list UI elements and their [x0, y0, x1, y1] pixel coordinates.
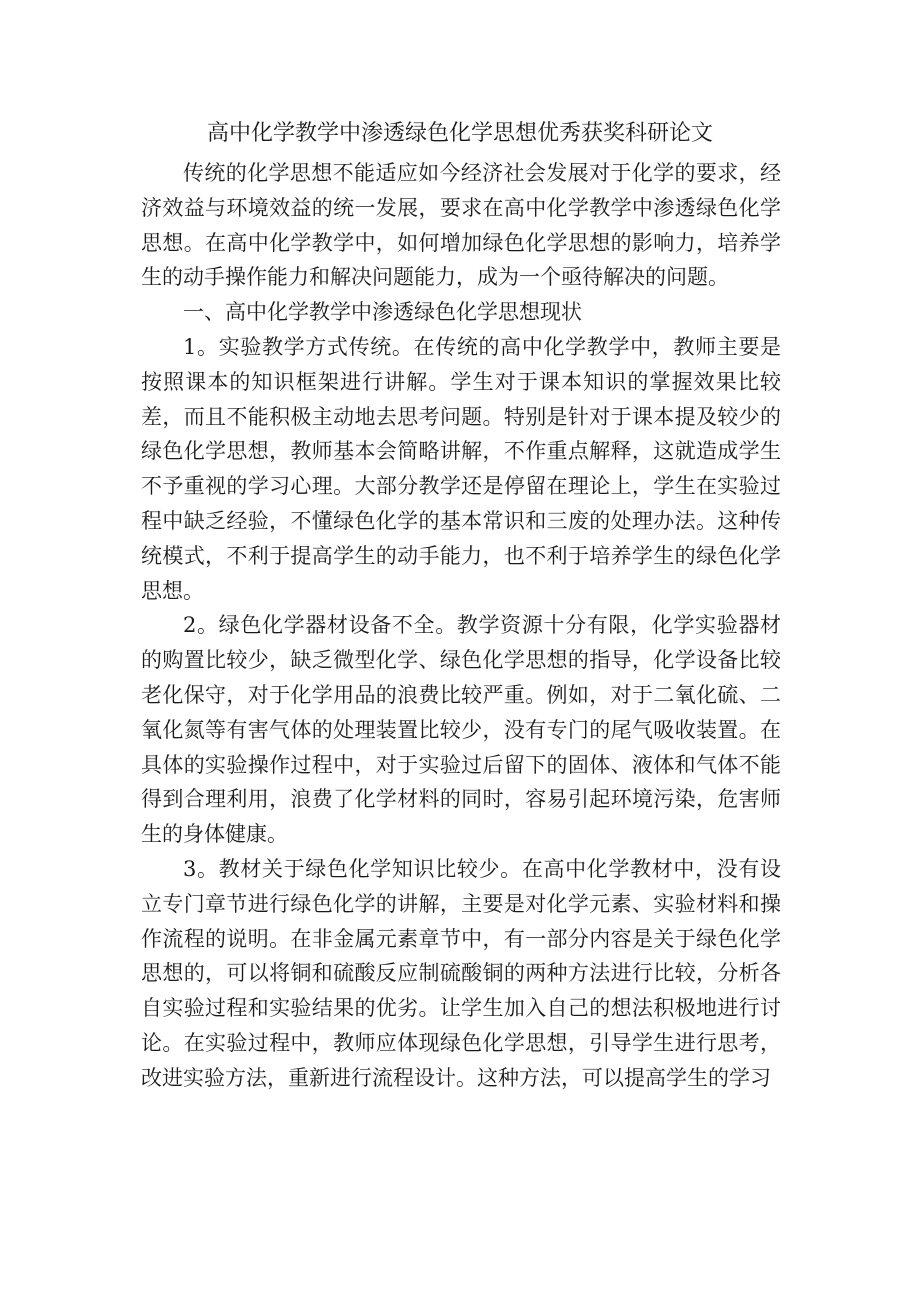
paragraph-intro: 传统的化学思想不能适应如今经济社会发展对于化学的要求，经济效益与环境效益的统一发展，要求在高中化学教学中渗透绿色化学思想。在高中化学教学中，如何增加绿色化学思想的影响力，培养学生的动手操作能力和解决问题能力，成为一个亟待解决的问题。: [141, 161, 781, 290]
paragraph-point-1: 1。实验教学方式传统。在传统的高中化学教学中，教师主要是按照课本的知识框架进行讲解。学生对于课本知识的掌握效果比较差，而且不能积极主动地去思考问题。特别是针对于课本提及较少的绿色化学思想，教师基本会简略讲解，不作重点解释，这就造成学生不予重视的学习心理。大部分教学还是停留在理论上，学生在实验过程中缺乏经验，不懂绿色化学的基本常识和三废的处理办法。这种传统模式，不利于提高学生的动手能力，也不利于培养学生的绿色化学思想。: [141, 334, 781, 603]
paragraph-point-3: 3。教材关于绿色化学知识比较少。在高中化学教材中，没有设立专门章节进行绿色化学的讲解，主要是对化学元素、实验材料和操作流程的说明。在非金属元素章节中，有一部分内容是关于绿色化学思想的，可以将铜和硫酸反应制硫酸铜的两种方法进行比较，分析各自实验过程和实验结果的优劣。让学生加入自己的想法积极地进行讨论。在实验过程中，教师应体现绿色化学思想，引导学生进行思考，改进实验方法，重新进行流程设计。这种方法，可以提高学生的学习: [141, 856, 781, 1090]
section-heading-1: 一、高中化学教学中渗透绿色化学思想现状: [183, 300, 582, 325]
document-body: [141, 156, 781, 1096]
paragraph-point-2: 2。绿色化学器材设备不全。教学资源十分有限，化学实验器材的购置比较少，缺乏微型化学、绿色化学思想的指导，化学设备比较老化保守，对于化学用品的浪费比较严重。例如，对于二氧化硫、二氧化氮等有害气体的处理装置比较少，没有专门的尾气吸收装置。在具体的实验操作过程中，对于实验过后留下的固体、液体和气体不能得到合理利用，浪费了化学材料的同时，容易引起环境污染，危害师生的身体健康。: [141, 613, 781, 847]
document-title: 高中化学教学中渗透绿色化学思想优秀获奖科研论文: [206, 121, 713, 146]
